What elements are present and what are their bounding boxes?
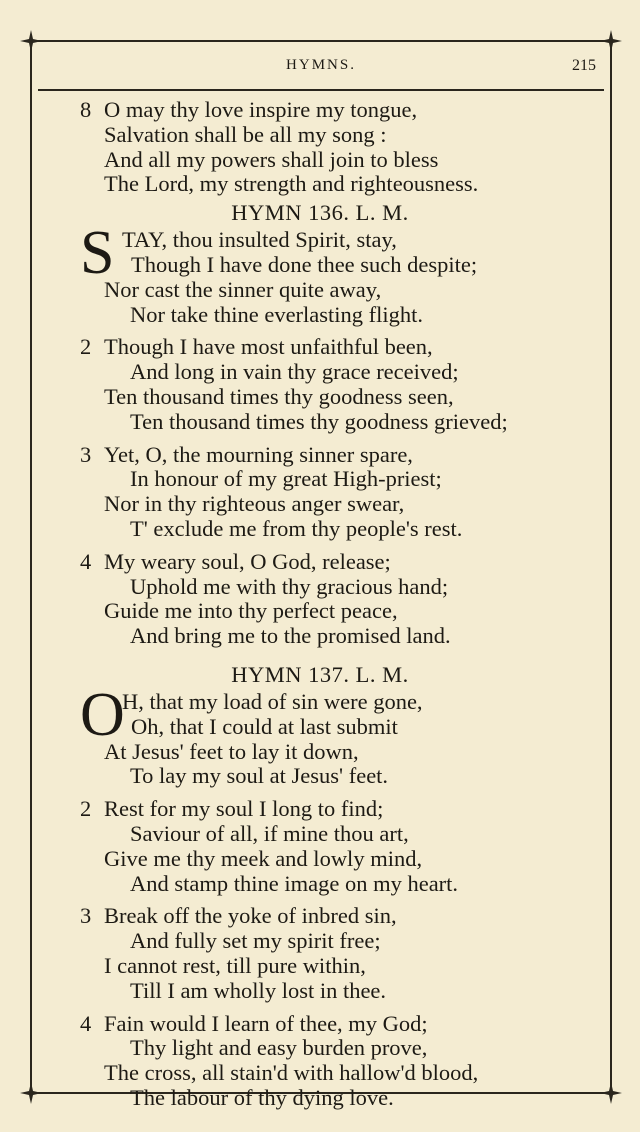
verse-line: And all my powers shall join to bless: [104, 146, 439, 172]
corner-ornament-icon: [598, 28, 624, 54]
verse-line: The cross, all stain'd with hallow'd blood,: [104, 1060, 479, 1086]
verse-line: Till I am wholly lost in thee.: [130, 977, 387, 1003]
verse-line: TAY, thou insulted Spirit, stay,: [122, 227, 397, 253]
verse-line: O may thy love inspire my tongue,: [104, 97, 418, 122]
hymn-137-heading: HYMN 137. L. M.: [231, 661, 409, 687]
verse-line: Though I have most unfaithful been,: [104, 334, 433, 360]
hymn-136-verse-4: [0, 550, 640, 649]
page-number: 215: [572, 57, 596, 74]
hymn-136-verse-2: [0, 335, 640, 434]
verse-line: To lay my soul at Jesus' feet.: [130, 763, 389, 789]
hymn-137-verse-1: [0, 680, 640, 789]
hymn-136-verse-1: [0, 219, 640, 327]
verse-number: 2: [80, 796, 92, 822]
verse-line: H, that my load of sin were gone,: [122, 688, 423, 714]
verse-line: T' exclude me from thy people's rest.: [130, 515, 463, 541]
verse-line: Nor in thy righteous anger swear,: [104, 491, 405, 517]
verse-line: Ten thousand times thy goodness seen,: [104, 383, 454, 409]
running-title: HYMNS.: [286, 57, 356, 73]
verse-number: 3: [80, 903, 92, 929]
verse-line: Yet, O, the mourning sinner spare,: [104, 441, 413, 467]
hymn-136-heading: HYMN 136. L. M.: [231, 200, 409, 226]
verse-line: Oh, that I could at last submit: [131, 713, 398, 739]
verse-line: Though I have done thee such despite;: [131, 251, 478, 277]
verse-line: And long in vain thy grace received;: [130, 359, 459, 385]
verse-line: And fully set my spirit free;: [130, 928, 381, 954]
verse-line: Salvation shall be all my song :: [104, 121, 387, 147]
verse-line: At Jesus' feet to lay it down,: [104, 738, 359, 764]
header-rule: [38, 89, 604, 91]
verse-line: I cannot rest, till pure within,: [104, 952, 366, 978]
verse-number: 8: [80, 97, 92, 122]
verse-number: 2: [80, 334, 92, 360]
verse-number: 4: [80, 1010, 92, 1036]
drop-cap: S: [80, 219, 115, 288]
hymn-137-verse-3: [0, 904, 640, 1003]
verse-line: Give me thy meek and lowly mind,: [104, 845, 423, 871]
verse-line: Guide me into thy perfect peace,: [104, 598, 398, 624]
verse-line: Saviour of all, if mine thou art,: [130, 820, 409, 846]
verse-number: 4: [80, 548, 92, 574]
corner-ornament-icon: [18, 28, 44, 54]
page-body: [0, 98, 640, 1111]
verse-8: [0, 98, 640, 197]
hymn-137-verse-2: [0, 797, 640, 896]
running-header: [38, 55, 604, 77]
verse-line: The Lord, my strength and righteousness.: [104, 171, 479, 197]
verse-line: And bring me to the promised land.: [130, 623, 451, 649]
verse-line: Break off the yoke of inbred sin,: [104, 903, 397, 929]
verse-line: My weary soul, O God, release;: [104, 548, 391, 574]
verse-line: Nor cast the sinner quite away,: [104, 276, 382, 302]
verse-line: The labour of thy dying love.: [130, 1084, 394, 1110]
verse-line: And stamp thine image on my heart.: [130, 870, 459, 896]
verse-line: Fain would I learn of thee, my God;: [104, 1010, 428, 1036]
hymn-136-verse-3: [0, 443, 640, 542]
verse-line: Uphold me with thy gracious hand;: [130, 573, 449, 599]
verse-line: Ten thousand times thy goodness grieved;: [130, 408, 508, 434]
verse-line: In honour of my great High-priest;: [130, 466, 442, 492]
verse-line: Nor take thine everlasting flight.: [130, 301, 424, 327]
verse-number: 3: [80, 441, 92, 467]
hymn-137-verse-4: [0, 1012, 640, 1111]
top-border-rule: [30, 40, 612, 42]
drop-cap: O: [80, 680, 125, 749]
verse-line: Rest for my soul I long to find;: [104, 796, 384, 822]
verse-line: Thy light and easy burden prove,: [130, 1035, 428, 1061]
